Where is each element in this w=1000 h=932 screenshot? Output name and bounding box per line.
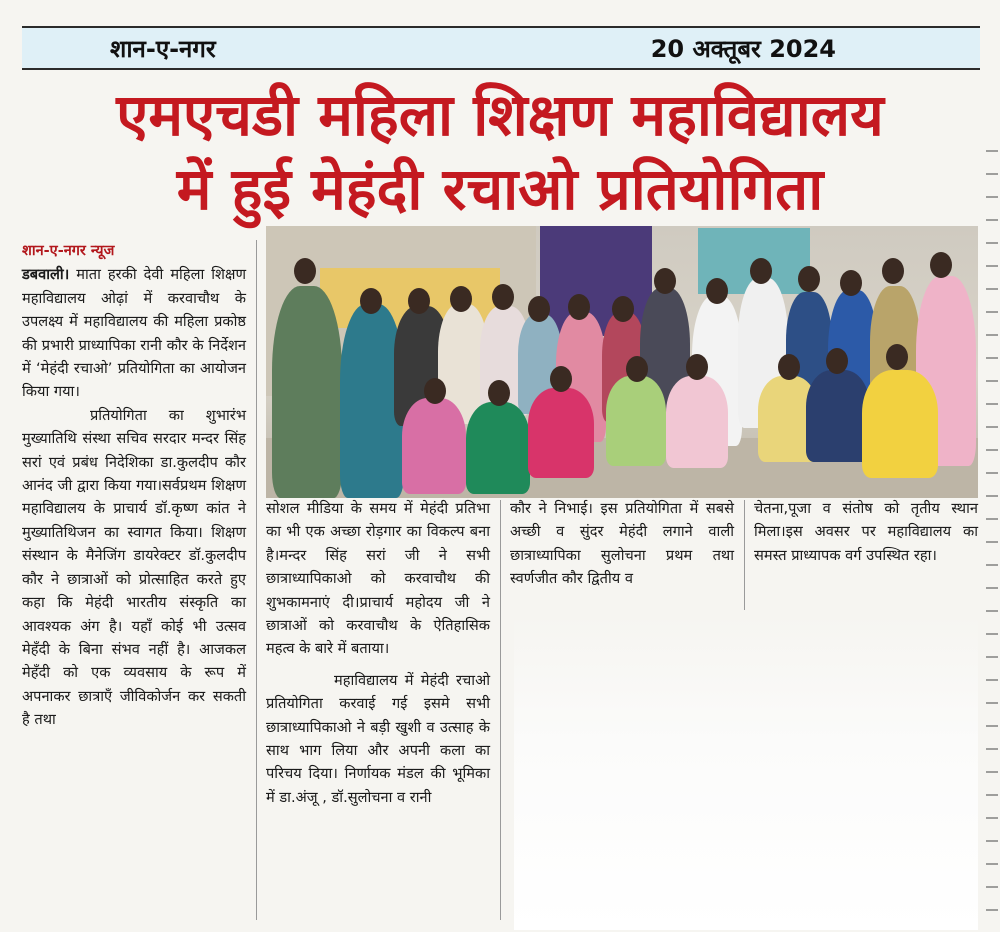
group-photo [266,226,978,498]
photo-person-head [294,258,316,284]
photo-person-head [930,252,952,278]
photo-person [528,388,594,478]
photo-person-head [626,356,648,382]
photo-person-head [612,296,634,322]
paragraph-2: प्रतियोगिता का शुभारंभ मुख्यातिथि संस्था सचिव सरदार मन्दर सिंह सरां एवं प्रबंध निदेशिका डा.कुलदीप कौर आनंद जी द्वारा किया गया।सर्वप्रथम शिक्षण महाविद्यालय के प्राचार्य डॉ.कृष्ण कांत ने मुख्यातिथिजन का स्वागत किया। शिक्षण संस्थान के मैनेजिंग डायरेक्टर डॉ.कुलदीप कौर ने छात्राओं को प्रोत्साहित करते हुए कहा कि मेहंदी भारतीय संस्कृति का आवश्यक अंग है। यहाँ कोई भी उत्सव मेहँदी के बिना संभव नहीं है। आजकल मेहँदी को एक व्यवसाय के रूप में अपनाकर छात्राएँ जीविकोर्जन कर सकती है तथा [22,406,246,729]
photo-person [806,370,870,462]
headline-line-2: में हुई मेहंदी रचाओ प्रतियोगिता [176,155,824,223]
photo-person-head [360,288,382,314]
photo-person-head [826,348,848,374]
paragraph-3: सोशल मीडिया के समय में मेहंदी प्रतिभा का भी एक अच्छा रोड़गार का विकल्प बना है।मन्दर सिंह सरां जी ने सभी छात्राध्यापिकाओ को करवाचौथ की शुभकामनाएं दी।प्राचार्य महोदय जी ने छात्राओं को करवाचौथ के ऐतिहासिक महत्व के बारे में बताया। [266,500,490,658]
article-column-3 [510,497,734,591]
photo-person [606,376,666,466]
paragraph-4: महाविद्यालय में मेहंदी रचाओ प्रतियोगिता करवाई गई इसमे सभी छात्राध्यापिकाओ ने बड़ी खुशी व उत्साह के साथ भाग लिया और अपनी कला का परिचय दिया। निर्णायक मंडल की भूमिका में डा.अंजू , डॉ.सुलोचना व रानी [266,671,490,806]
column-divider [744,500,745,610]
photo-person-head [706,278,728,304]
photo-person-head [408,288,430,314]
photo-person-head [424,378,446,404]
dateline: डबवाली। [22,266,70,284]
article-column-4 [754,497,978,567]
photo-person-head [686,354,708,380]
paper-name: शान-ए-नगर [110,35,216,63]
photo-person [272,286,342,498]
cropped-edge-text [986,150,998,930]
photo-person-head [568,294,590,320]
column-divider [256,240,257,920]
headline [14,78,986,226]
byline: शान-ए-नगर न्यूज [22,243,115,259]
photo-person-head [492,284,514,310]
headline-line-1: एमएचडी महिला शिक्षण महाविद्यालय [116,81,884,149]
photo-person-head [778,354,800,380]
photo-person-head [450,286,472,312]
photo-person-head [654,268,676,294]
article-column-2 [266,497,490,809]
faded-area [514,616,978,930]
photo-person-head [488,380,510,406]
photo-person-head [750,258,772,284]
photo-person-head [886,344,908,370]
article-column-1 [22,240,246,732]
photo-person-head [882,258,904,284]
paragraph-5: कौर ने निभाई। इस प्रतियोगिता में सबसे अच्छी व सुंदर मेहंदी लगाने वाली छात्राध्यापिका सुलोचना प्रथम तथा स्वर्णजीत कौर द्वितीय व [510,500,734,588]
photo-person [666,376,728,468]
column-divider [500,500,501,920]
paragraph-6: चेतना,पूजा व संतोष को तृतीय स्थान मिला।इस अवसर पर महाविद्यालय का समस्त प्राध्यापक वर्ग उपस्थित रहा। [754,500,978,564]
masthead-bar [22,26,980,70]
paragraph-1-text: माता हरकी देवी महिला शिक्षण महाविद्यालय ओढ़ां में करवाचौथ के उपलक्ष्य में महाविद्यालय की महिला प्रकोष्ठ की प्रभारी प्राध्यापिका रानी कौर के निर्देशन में ‘मेहंदी रचाओ’ प्रतियोगिता का आयोजन किया गया। [22,266,246,401]
photo-person-head [798,266,820,292]
issue-date: 20 अक्तूबर 2024 [650,35,836,63]
photo-person-head [840,270,862,296]
photo-person [402,398,466,494]
photo-person [466,402,530,494]
photo-person-head [550,366,572,392]
photo-person-head [528,296,550,322]
photo-person [862,370,938,478]
article-paragraph [22,263,246,403]
